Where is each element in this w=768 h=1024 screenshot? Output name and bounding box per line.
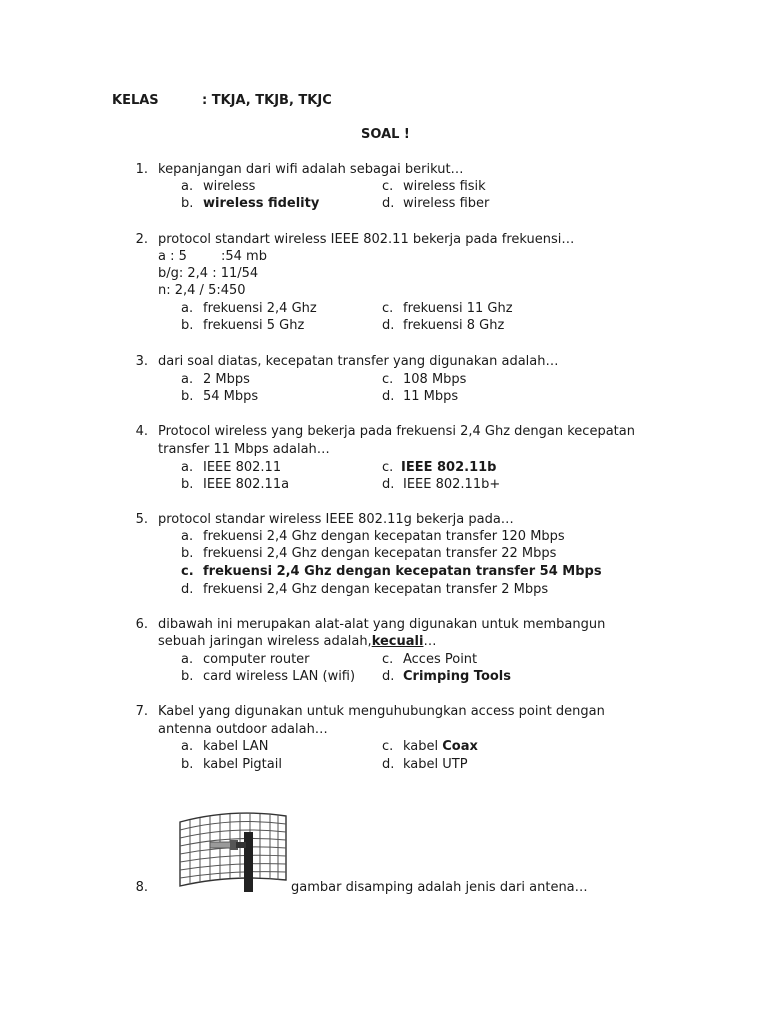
- question-number: 1.: [135, 162, 148, 177]
- question-number: 5.: [135, 512, 148, 527]
- option-text-answer: Coax: [442, 739, 478, 754]
- option-text: 11 Mbps: [403, 389, 459, 404]
- question-text-line: Protocol wireless yang bekerja pada frekuensi 2,4 Ghz dengan kecepatan: [158, 424, 635, 439]
- option-letter: c.: [382, 372, 394, 387]
- question-text-line: [158, 633, 436, 650]
- option-text: Acces Point: [403, 652, 478, 667]
- question-text: protocol standart wireless IEEE 802.11 bekerja pada frekuensi…: [158, 232, 575, 247]
- option-text: frekuensi 5 Ghz: [203, 318, 305, 333]
- question-text-line: dibawah ini merupakan alat-alat yang digunakan untuk membangun: [158, 617, 606, 632]
- option-text: computer router: [203, 652, 310, 667]
- page-title: SOAL !: [361, 127, 410, 142]
- question-text-suffix: …: [423, 634, 437, 649]
- question-text: kepanjangan dari wifi adalah sebagai berikut…: [158, 162, 464, 177]
- question-text-line: Kabel yang digunakan untuk menguhubungkan access point dengan: [158, 704, 605, 719]
- option-text-answer: wireless fidelity: [203, 196, 320, 211]
- option-letter: c.: [181, 564, 194, 579]
- option-letter: b.: [181, 669, 194, 684]
- option-letter: d.: [382, 669, 395, 684]
- question-text: protocol standar wireless IEEE 802.11g bekerja pada…: [158, 512, 514, 527]
- note-line: b/g: 2,4 : 11/54: [158, 266, 259, 281]
- question-text: gambar disamping adalah jenis dari antena…: [291, 880, 588, 895]
- kelas-value: : TKJA, TKJB, TKJC: [202, 93, 332, 108]
- option-text: IEEE 802.11: [203, 460, 282, 475]
- option-letter: b.: [181, 757, 194, 772]
- option-letter: a.: [181, 739, 194, 754]
- option-letter: a.: [181, 529, 194, 544]
- option-text: card wireless LAN (wifi): [203, 669, 356, 684]
- option-letter: b.: [181, 546, 194, 561]
- question-text-line: antenna outdoor adalah…: [158, 722, 328, 737]
- question-number: 6.: [135, 617, 148, 632]
- option-letter: b.: [181, 196, 194, 211]
- option-letter: b.: [181, 318, 194, 333]
- note-line: :54 mb: [221, 249, 267, 264]
- question-number: 4.: [135, 424, 148, 439]
- question-text-prefix: sebuah jaringan wireless adalah,: [158, 634, 372, 649]
- question-text: dari soal diatas, kecepatan transfer yang digunakan adalah…: [158, 354, 559, 369]
- question-text-emphasis: kecuali: [371, 634, 424, 649]
- question-number: 7.: [135, 704, 148, 719]
- option-text: frekuensi 2,4 Ghz dengan kecepatan transfer 120 Mbps: [203, 529, 565, 544]
- option-letter: d.: [382, 318, 395, 333]
- grid-antenna-icon: [172, 804, 292, 896]
- option-text: 108 Mbps: [403, 372, 467, 387]
- option-text: wireless fisik: [403, 179, 486, 194]
- option-text: IEEE 802.11a: [203, 477, 290, 492]
- option-text: wireless: [203, 179, 256, 194]
- option-letter: c.: [382, 460, 394, 475]
- option-letter: c.: [382, 739, 394, 754]
- option-letter: c.: [382, 301, 394, 316]
- option-text-prefix: kabel: [403, 739, 443, 754]
- option-letter: d.: [382, 477, 395, 492]
- option-text: frekuensi 2,4 Ghz dengan kecepatan transfer 2 Mbps: [203, 582, 549, 597]
- note-line: n: 2,4 / 5:450: [158, 283, 246, 298]
- question-number: 3.: [135, 354, 148, 369]
- option-letter: d.: [382, 757, 395, 772]
- option-letter: a.: [181, 460, 194, 475]
- option-letter: a.: [181, 301, 194, 316]
- option-letter: b.: [181, 477, 194, 492]
- option-letter: a.: [181, 372, 194, 387]
- option-letter: d.: [382, 389, 395, 404]
- option-text: kabel Pigtail: [203, 757, 282, 772]
- question-number: 2.: [135, 232, 148, 247]
- option-letter: d.: [382, 196, 395, 211]
- option-text: kabel UTP: [403, 757, 468, 772]
- option-text: IEEE 802.11b+: [403, 477, 501, 492]
- option-letter: b.: [181, 389, 194, 404]
- option-letter: c.: [382, 652, 394, 667]
- note-line: a : 5: [158, 249, 187, 264]
- option-text: wireless fiber: [403, 196, 490, 211]
- option-text: frekuensi 8 Ghz: [403, 318, 505, 333]
- option-text: [403, 738, 478, 755]
- option-letter: a.: [181, 652, 194, 667]
- option-text: frekuensi 11 Ghz: [403, 301, 513, 316]
- option-text-answer: frekuensi 2,4 Ghz dengan kecepatan transfer 54 Mbps: [203, 564, 602, 579]
- option-text: kabel LAN: [203, 739, 269, 754]
- option-text: frekuensi 2,4 Ghz dengan kecepatan transfer 22 Mbps: [203, 546, 557, 561]
- option-letter: d.: [181, 582, 194, 597]
- option-text: 2 Mbps: [203, 372, 250, 387]
- option-text: frekuensi 2,4 Ghz: [203, 301, 317, 316]
- option-letter: c.: [382, 179, 394, 194]
- option-text-answer: IEEE 802.11b: [401, 460, 497, 475]
- kelas-label: KELAS: [112, 93, 159, 108]
- option-letter: a.: [181, 179, 194, 194]
- option-text: 54 Mbps: [203, 389, 259, 404]
- question-text-line: transfer 11 Mbps adalah…: [158, 442, 330, 457]
- question-number: 8.: [135, 880, 148, 895]
- option-text-answer: Crimping Tools: [403, 669, 511, 684]
